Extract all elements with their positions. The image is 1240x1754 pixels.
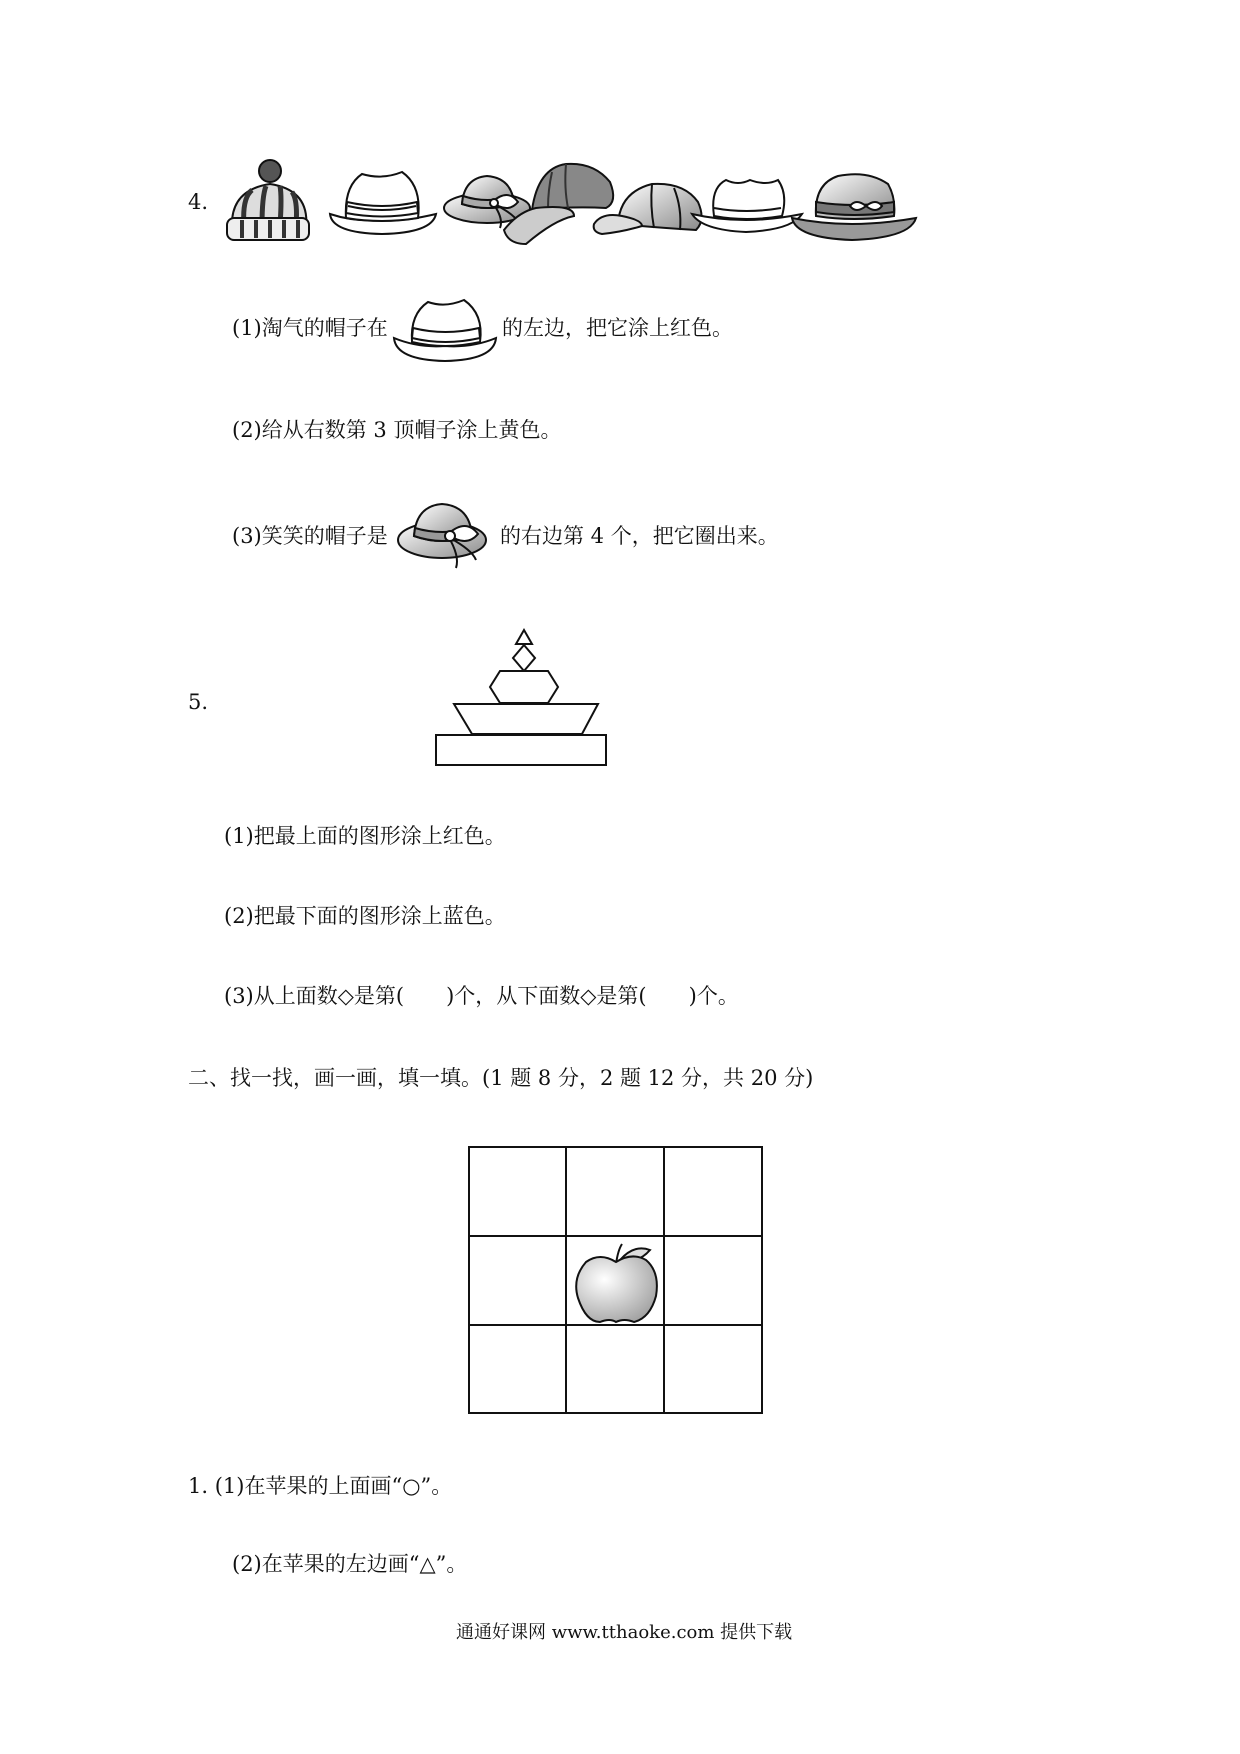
diamond-shape — [513, 645, 535, 671]
hats-row — [222, 158, 1002, 248]
q4-s1-text-pre: (1)淘气的帽子在 — [232, 316, 388, 340]
q5-s3-text: (3)从上面数◇是第( )个，从下面数◇是第( )个。 — [224, 984, 739, 1008]
hexagon-shape — [490, 671, 558, 703]
q5-s1-text: (1)把最上面的图形涂上红色。 — [224, 824, 506, 848]
q5-number: 5. — [188, 690, 209, 714]
q5-s2-text: (2)把最下面的图形涂上蓝色。 — [224, 904, 506, 928]
small-triangle-shape — [516, 630, 532, 644]
q1-s2-text: (2)在苹果的左边画“△”。 — [232, 1552, 468, 1576]
wide-sun-hat-icon — [692, 180, 802, 232]
rectangle-shape — [436, 735, 606, 765]
q4-s2-text: (2)给从右数第 3 顶帽子涂上黄色。 — [232, 418, 562, 442]
q4-s3-text-post: 的右边第 4 个，把它圈出来。 — [500, 524, 779, 548]
q1-s1-text: 1. (1)在苹果的上面画“○”。 — [188, 1474, 453, 1498]
trapezoid-shape — [454, 704, 598, 734]
apple-icon — [576, 1244, 657, 1322]
apple-grid — [468, 1146, 764, 1416]
q4-number: 4. — [188, 190, 209, 214]
q4-s1-text-post: 的左边，把它涂上红色。 — [502, 316, 733, 340]
q4-s3-text-pre: (3)笑笑的帽子是 — [232, 524, 388, 548]
shape-tower-figure — [436, 628, 612, 768]
footer-text: 通通好课网 www.tthaoke.com 提供下载 — [456, 1622, 793, 1643]
brimmed-hat-inline-icon — [392, 296, 498, 366]
bow-sun-hat-inline-icon — [396, 500, 496, 572]
section2-heading: 二、找一找，画一画，填一填。(1 题 8 分，2 题 12 分，共 20 分) — [188, 1066, 814, 1090]
brimmed-hat-icon — [330, 172, 436, 234]
knit-hat-icon — [227, 160, 309, 240]
bow-bucket-hat-icon — [792, 174, 916, 240]
